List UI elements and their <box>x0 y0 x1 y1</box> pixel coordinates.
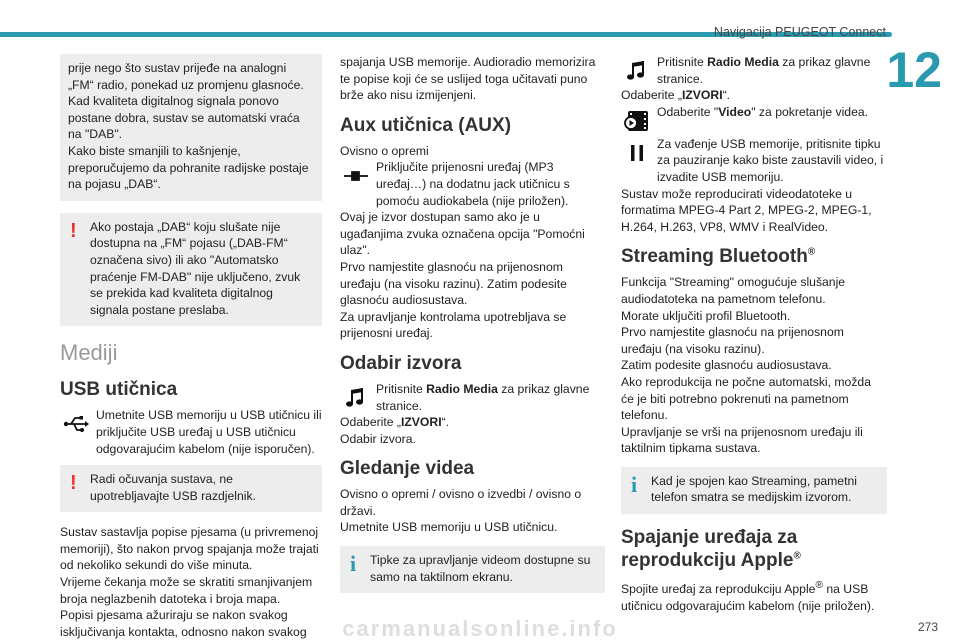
pause-text: Za vađenje USB memorije, pritisnite tipku za pauziranje kako biste zaustavili video, i izvadite USB memoriju. <box>657 136 884 184</box>
aux-instruction <box>340 159 605 209</box>
usb-instruction <box>60 407 322 457</box>
column-3 <box>621 54 887 614</box>
usb-instruction-text: Umetnite USB memoriju u USB utičnicu ili priključite USB uređaj u USB utičnicu odgovarajućim kabelom (nije isporučen). <box>96 408 322 456</box>
warning-box-usb-hub <box>60 465 322 512</box>
select-prefix: Odaberite „ <box>621 88 682 103</box>
press-radio-media <box>621 54 887 87</box>
music-note-icon <box>340 383 372 413</box>
video-select-text <box>657 104 887 121</box>
sources-label: IZVORI <box>400 415 442 430</box>
info-icon: i <box>631 471 638 497</box>
source-instruction <box>340 381 605 414</box>
continued-text: spajanja USB memorije. Audioradio memorizira te popise koji će se uslijed toga učitavati puno brže ako nisu izmijenjeni. <box>340 55 596 103</box>
video-formats: Sustav može reproducirati videodatoteke u formatima MPEG-4 Part 2, MPEG-2, MPEG-1, H.264, H.263, VP8, WMV i RealVideo. <box>621 186 872 234</box>
radio-media-label: Radio Media <box>707 55 779 69</box>
section-title-media: Mediji <box>60 340 118 366</box>
heading-source: Odabir izvora <box>340 352 462 374</box>
heading-video: Gledanje videa <box>340 458 475 480</box>
select-sources-text <box>621 87 887 104</box>
pause-instruction <box>621 136 887 186</box>
select-suffix: “. <box>722 88 731 103</box>
press-text <box>657 54 887 87</box>
apple-text <box>621 578 887 614</box>
bt-paragraph: Funkcija "Streaming" omogućuje slušanje audiodatoteka na pametnom telefonu. <box>621 275 846 306</box>
heading-apple <box>621 526 887 572</box>
aux-lead: Ovisno o opremi <box>340 143 429 158</box>
select-suffix: “. <box>441 415 450 430</box>
video-usb: Umetnite USB memoriju u USB utičnicu. <box>340 520 558 535</box>
jack-plug-icon <box>340 161 372 191</box>
bt-paragraph: Ako reprodukcija ne počne automatski, možda će je biti potrebno pokrenuti na pametnom telefonu. <box>621 374 871 423</box>
press-word: Pritisnite <box>657 55 704 69</box>
usb-paragraph: Popisi pjesama ažuriraju se nakon svakog isključivanja kontakta, odnosno nakon svakog <box>60 608 307 639</box>
bt-paragraph: Prvo namjestite glasnoću na prijenosnom uređaju (na visoku razinu). <box>621 325 844 356</box>
info-icon: i <box>350 551 357 577</box>
press-word: Pritisnite <box>376 381 423 396</box>
info-box-streaming <box>621 467 887 514</box>
dab-note-box <box>60 54 322 201</box>
video-instruction <box>621 104 887 136</box>
video-prefix: Odaberite " <box>657 104 719 119</box>
registered-mark: ® <box>815 580 823 592</box>
video-lead: Ovisno o opremi / ovisno o izvedbi / ovisno o državi. <box>340 487 582 518</box>
aux-paragraph: Za upravljanje kontrolama upotrebljava se prijenosni uređaj. <box>340 309 567 341</box>
column-2 <box>340 54 605 605</box>
source-press-text <box>376 381 605 414</box>
apple-text-a: Spojite uređaj za reprodukciju Apple <box>621 582 816 597</box>
bt-paragraph: Morate uključiti profil Bluetooth. <box>621 308 791 323</box>
bt-paragraph: Zatim podesite glasnoću audiosustava. <box>621 358 832 373</box>
bt-paragraph: Upravljanje se vrši na prijenosnom uređaju ili taktilnim tipkama sustava. <box>621 424 863 456</box>
watermark: carmanualsonline.info <box>342 616 618 640</box>
bt-title-text: Streaming Bluetooth <box>621 246 808 268</box>
music-note-icon <box>621 56 653 86</box>
registered-mark: ® <box>793 550 801 562</box>
warning-text: Radi očuvanja sustava, ne upotrebljavajte USB razdjelnik. <box>90 472 256 503</box>
usb-icon <box>60 409 92 439</box>
press-suffix: za prikaz glavne stranice. <box>657 55 871 86</box>
page-number: 273 <box>917 620 938 635</box>
warning-icon: ! <box>70 472 77 495</box>
usb-paragraph: Vrijeme čekanja može se skratiti smanjivanjem broja neglazbenih datoteka i broja mapa. <box>60 575 313 606</box>
note-line: prije nego što sustav prijeđe na analogni „FM“ radio, ponekad uz promjenu glasnoće. <box>68 61 304 92</box>
warning-box-dab <box>60 213 322 327</box>
radio-media-label: Radio Media <box>426 381 498 396</box>
column-1 <box>60 54 322 640</box>
warning-text: Ako postaja „DAB“ koju slušate nije dostupna na „FM“ pojasu („DAB-FM“ označena sivo) ili ako "Automatsko praćenje FM-DAB" nije uključeno, zvuk se prekida kad kvaliteta digitalnog signala postane preslaba. <box>90 219 301 317</box>
info-text: Kad je spojen kao Streaming, pametni telefon smatra se medijskim izvorom. <box>651 473 857 505</box>
usb-paragraph: Sustav sastavlja popise pjesama (u privremenoj memoriji), što nakon prvog spajanja može trajati od nekoliko sekundi do više minuta. <box>60 525 319 573</box>
select-prefix: Odaberite „ <box>340 415 401 430</box>
pause-icon <box>621 138 653 168</box>
source-last: Odabir izvora. <box>340 431 416 446</box>
chapter-number: 12 <box>886 42 942 98</box>
heading-aux: Aux utičnica (AUX) <box>340 114 512 136</box>
aux-paragraph: Prvo namjestite glasnoću na prijenosnom uređaju (na visoku razinu). Zatim podesite glasnoću audiosustava. <box>340 259 567 308</box>
header-title: Navigacija PEUGEOT Connect <box>713 25 886 39</box>
info-box-video <box>340 546 605 593</box>
sources-label: IZVORI <box>681 88 723 103</box>
note-line: Kako biste smanjili to kašnjenje, preporučujemo da pohranite radijske postaje na pojasu „DAB“. <box>68 143 309 192</box>
video-film-icon <box>621 106 653 136</box>
aux-paragraph: Ovaj je izvor dostupan samo ako je u ugađanjima zvuka označena opcija "Pomoćni ulaz". <box>340 210 585 258</box>
select-sources-text <box>340 414 605 431</box>
heading-bluetooth <box>621 245 887 268</box>
info-text: Tipke za upravljanje videom dostupne su samo na taktilnom ekranu. <box>370 553 591 584</box>
apple-text-b: na USB utičnicu odgovarajućim kabelom (nije priložen). <box>621 582 875 613</box>
press-suffix: za prikaz glavne stranice. <box>376 381 590 413</box>
note-line: Kad kvaliteta digitalnog signala ponovo postane dobra, sustav se automatski vraća na "DAB". <box>68 94 300 142</box>
registered-mark: ® <box>807 247 816 259</box>
video-label: Video <box>718 104 752 119</box>
apple-title-text: Spajanje uređaja za reprodukciju Apple <box>621 527 798 572</box>
aux-instruction-text: Priključite prijenosni uređaj (MP3 uređaj…) na dodatnu jack utičnicu s pomoću audiokabela (nije priložen). <box>376 160 570 208</box>
heading-usb: USB utičnica <box>60 379 178 401</box>
warning-icon: ! <box>70 219 77 242</box>
video-suffix: " za pokretanje videa. <box>751 104 869 119</box>
